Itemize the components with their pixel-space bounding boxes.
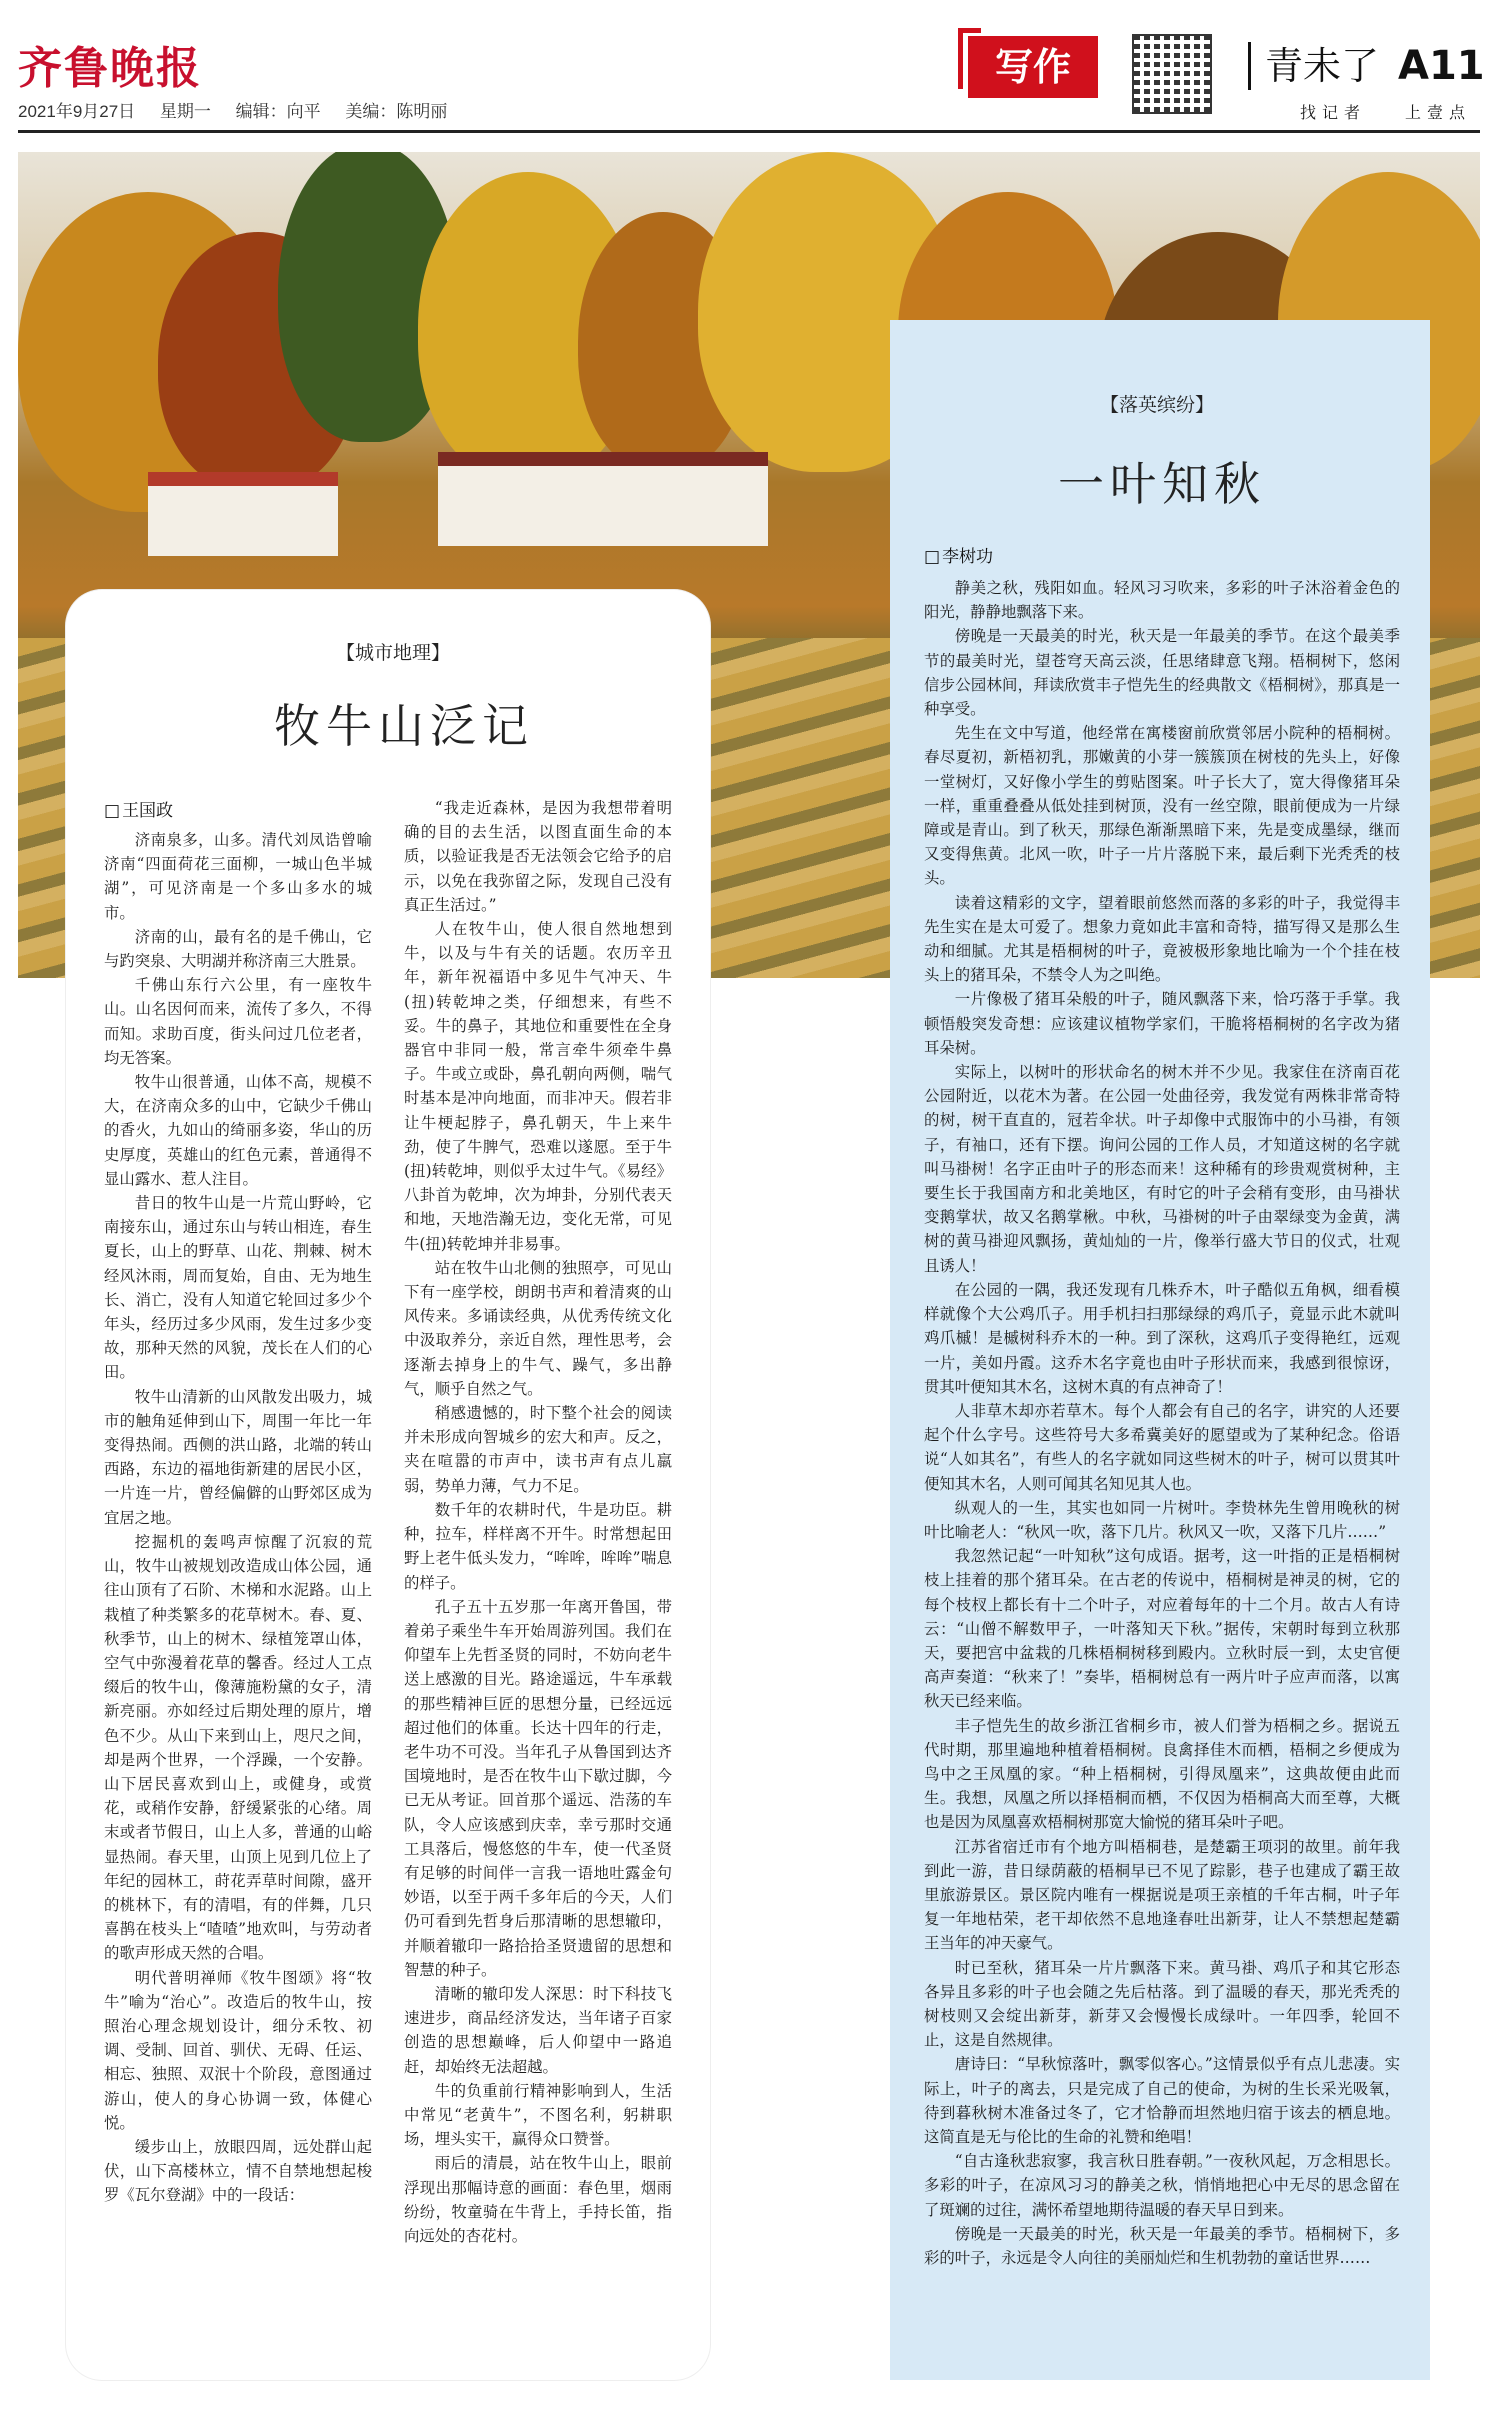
paragraph: “自古逢秋悲寂寥，我言秋日胜春朝。”一夜秋风起，万念相思长。多彩的叶子，在凉风习习的静美之秋，悄悄地把心中无尽的思念留在了斑斓的过往，满怀希望地期待温暖的春天早日到来。 — [924, 2152, 1400, 2219]
paragraph: “我走近森林，是因为我想带着明确的目的去生活，以图直面生命的本质，以验证我是否无法领会它给予的启示，以免在我弥留之际，发现自己没有真正生活过。” — [404, 799, 672, 914]
paragraph: 牧牛山很普通，山体不高，规模不大，在济南众多的山中，它缺少千佛山的香火，九如山的绮丽多姿，华山的历史厚度，英雄山的红色元素，普通得不显山露水、惹人注目。 — [104, 1073, 372, 1188]
paragraph: 清晰的辙印发人深思：时下科技飞速进步，商品经济发达，当年诸子百家创造的思想巅峰，后人仰望中一路追赶，却始终无法超越。 — [404, 1984, 672, 2076]
article-card-falling-leaves — [890, 320, 1430, 2380]
article-card-city-geography — [66, 590, 710, 2380]
paragraph: 实际上，以树叶的形状命名的树木并不少见。我家住在济南百花公园附近，以花木为著。在公园一处曲径旁，我发觉有两株非常奇特的树，树干直直的，冠若伞状。叶子却像中式服饰中的小马褂，有领子，有袖口，还有下摆。询问公园的工作人员，才知道这树的名字就叫马褂树！名字正由叶子的形态而来！这种稀有的珍贵观赏树种，主要生长于我国南方和北美地区，有时它的叶子会稍有变形，由马褂状变鹅掌状，故又名鹅掌楸。中秋，马褂树的叶子由翠绿变为金黄，满树的黄马褂迎风飘扬，黄灿灿的一片，像举行盛大节日的仪式，壮观且诱人！ — [924, 1063, 1400, 1275]
article-title: 一叶知秋 — [1058, 457, 1266, 511]
paragraph: 牛的负重前行精神影响到人，生活中常见“老黄牛”，不图名利，躬耕职场，埋头实干，赢得众口赞誉。 — [404, 2081, 672, 2149]
editor-credit: 编辑：向平 — [235, 102, 321, 121]
slogan-left: 找记者 — [1300, 105, 1367, 122]
paragraph: 在公园的一隅，我还发现有几株乔木，叶子酷似五角枫，细看模样就像个大公鸡爪子。用手机扫扫那绿绿的鸡爪子，竟显示此木就叫鸡爪槭！是槭树科乔木的一种。到了深秋，这鸡爪子变得艳红，远观一片，美如丹霞。这乔木名字竟也由叶子形状而来，我感到很惊讶，贯其叶便知其木名，这树木真的有点神奇了！ — [924, 1280, 1400, 1396]
paragraph: 雨后的清晨，站在牧牛山上，眼前浮现出那幅诗意的画面：春色里，烟雨纷纷，牧童骑在牛背上，手持长笛，指向远处的杏花村。 — [404, 2154, 672, 2245]
paragraph: 牧牛山清新的山风散发出吸力，城市的触角延伸到山下，周围一年比一年变得热闹。西侧的洪山路，北端的转山西路，东边的福地街新建的居民小区，一片连一片，曾经偏僻的山野郊区成为宜居之地。 — [104, 1387, 372, 1527]
paragraph: 人在牧牛山，使人很自然地想到牛，以及与牛有关的话题。农历辛丑年，新年祝福语中多见牛气冲天、牛(扭)转乾坤之类，仔细想来，有些不妥。牛的鼻子，其地位和重要性在全身器官中非同一般，常言牵牛须牵牛鼻子。牛或立或卧，鼻孔朝向两侧，喘气时基本是冲向地面，而非冲天。假若非让牛梗起脖子，鼻孔朝天，牛上来牛劲，使了牛脾气，恐难以遂愿。至于牛(扭)转乾坤，则似乎太过牛气。《易经》八卦首为乾坤，次为坤卦，分别代表天和地，天地浩瀚无边，变化无常，可见牛(扭)转乾坤并非易事。 — [404, 920, 672, 1253]
paragraph: 人非草木却亦若草木。每个人都会有自己的名字，讲究的人还要起个什么字号。这些符号大多希冀美好的愿望或为了某种纪念。俗语说“人如其名”，有些人的名字就如同这些树木的叶子，树可以贯其叶便知其木名，人则可闻其名知见其人也。 — [924, 1401, 1400, 1493]
paragraph: 稍感遗憾的，时下整个社会的阅读并未形成向智城乡的宏大和声。反之，夹在喧嚣的市声中，读书声有点儿羸弱，势单力薄，气力不足。 — [404, 1404, 672, 1495]
page-number: A11 — [1398, 43, 1485, 89]
paragraph: 昔日的牧牛山是一片荒山野岭，它南接东山，通过东山与转山相连，春生夏长，山上的野草、山花、荆棘、树木经风沐雨，周而复始，自由、无为地生长、消亡，没有人知道它轮回过多少个年头，经历过多少风雨，发生过多少变故，那种天然的风貌，茂长在人们的心田。 — [104, 1194, 372, 1382]
dateline — [18, 97, 467, 122]
paragraph: 明代普明禅师《牧牛图颂》将“牧牛”喻为“治心”。改造后的牧牛山，按照治心理念规划设计，细分禾牧、初调、受制、回首、驯伏、无碍、任运、相忘、独照、双泯十个阶段，意图通过游山，使人的身心协调一致，体健心悦。 — [104, 1968, 372, 2132]
qr-code-icon — [1132, 34, 1212, 114]
designer-credit: 美编：陈明丽 — [345, 102, 448, 121]
article-author: □ 王国政 — [104, 796, 173, 821]
section-tab: 写作 — [968, 36, 1098, 98]
article-title: 牧牛山泛记 — [274, 699, 534, 753]
article-body — [924, 576, 1400, 2270]
article-author: □ 李树功 — [924, 542, 993, 567]
paragraph: 读着这精彩的文字，望着眼前悠然而落的多彩的叶子，我觉得丰先生实在是太可爱了。想象力竟如此丰富和奇特，描写得又是那么生动和细腻。尤其是梧桐树的叶子，竟被极形象地比喻为一个个挂在枝头上的猪耳朵，不禁令人为之叫绝。 — [924, 893, 1400, 985]
paragraph: 纵观人的一生，其实也如同一片树叶。李贽林先生曾用晚秋的树叶比喻老人：“秋风一吹，落下几片。秋风又一吹，又落下几片……” — [924, 1498, 1400, 1541]
paragraph: 济南的山，最有名的是千佛山，它与趵突泉、大明湖并称济南三大胜景。 — [104, 927, 372, 971]
paragraph: 唐诗曰：“早秋惊落叶，飘零似客心。”这情景似乎有点儿悲凄。实际上，叶子的离去，只是完成了自己的使命，为树的生长采光吸氧，待到暮秋树木准备过冬了，它才恰静而坦然地归宿于该去的栖息地。这简直是无与伦比的生命的礼赞和绝唱！ — [924, 2055, 1400, 2146]
paragraph: 站在牧牛山北侧的独照亭，可见山下有一座学校，朗朗书声和着清爽的山风传来。多诵读经典，从优秀传统文化中汲取养分，亲近自然，理性思考，会逐渐去掉身上的牛气、躁气，多出静气，顺乎自然之气。 — [404, 1258, 672, 1398]
paragraph: 我忽然记起“一叶知秋”这句成语。据考，这一叶指的正是梧桐树枝上挂着的那个猪耳朵。在古老的传说中，梧桐树是神灵的树，它的每个枝杈上都长有十二个叶子，对应着每年的十二个月。故古人有诗云：“山僧不解数甲子，一叶落知天下秋。”据传，宋朝时每到立秋那天，要把宫中盆栽的几株梧桐树移到殿内。立秋时辰一到，太史官便高声奏道：“秋来了！”奏毕，梧桐树总有一两片叶子应声而落，以寓秋天已经来临。 — [924, 1547, 1400, 1711]
paragraph: 江苏省宿迁市有个地方叫梧桐巷，是楚霸王项羽的故里。前年我到此一游，昔日绿荫蔽的梧桐早已不见了踪影，巷子也建成了霸王故里旅游景区。景区院内唯有一棵据说是项王亲植的千年古桐，叶子年复一年地枯荣，老干却依然不息地逢春吐出新芽，让人不禁想起楚霸王当年的冲天豪气。 — [924, 1837, 1400, 1953]
paragraph: 挖掘机的轰鸣声惊醒了沉寂的荒山，牧牛山被规划改造成山体公园，通往山顶有了石阶、木梯和水泥路。山上栽植了种类繁多的花草树木。春、夏、秋季节，山上的树木、绿植笼罩山体，空气中弥漫着花草的馨香。经过人工点缀后的牧牛山，像薄施粉黛的女子，清新亮丽。亦如经过后期处理的原片，增色不少。从山下来到山上，咫尺之间，却是两个世界，一个浮躁，一个安静。山下居民喜欢到山上，或健身，或赏花，或稍作安静，舒缓紧张的心绪。周末或者节假日，山上人多，普通的山峪显热闹。春天里，山顶上见到几位上了年纪的园林工，莳花弄草时间隙，盛开的桃林下，有的清唱，有的伴舞，几只喜鹊在枝头上“喳喳”地欢叫，与劳动者的歌声形成天然的合唱。 — [104, 1532, 372, 1963]
slogan-right: 上壹点 — [1405, 105, 1472, 122]
paragraph: 丰子恺先生的故乡浙江省桐乡市，被人们誉为梧桐之乡。据说五代时期，那里遍地种植着梧桐树。良禽择佳木而栖，梧桐之乡便成为鸟中之王凤凰的家。“种上梧桐树，引得凤凰来”，这典故便由此而生。我想，凤凰之所以择梧桐而栖，不仅因为梧桐高大而至尊，大概也是因为凤凰喜欢梧桐树那宽大愉悦的猪耳朵叶子吧。 — [924, 1716, 1400, 1832]
article-body-column-2 — [404, 796, 672, 2248]
paragraph: 傍晚是一天最美的时光，秋天是一年最美的季节。梧桐树下，多彩的叶子，永远是令人向往的美丽灿烂和生机勃勃的童话世界…… — [924, 2224, 1400, 2268]
paragraph: 济南泉多，山多。清代刘凤诰曾喻济南“四面荷花三面柳，一城山色半城湖”，可见济南是一个多山多水的城市。 — [104, 831, 372, 922]
article-body-column-1 — [104, 828, 372, 2208]
page-name: 青未了 — [1248, 42, 1379, 90]
column-tag: 【落英缤纷】 — [1100, 394, 1215, 416]
paragraph: 静美之秋，残阳如血。轻风习习吹来，多彩的叶子沐浴着金色的阳光，静静地飘落下来。 — [924, 579, 1400, 622]
masthead-rule — [18, 130, 1480, 133]
newspaper-logo: 齐鲁晚报 — [18, 43, 202, 94]
paragraph: 一片像极了猪耳朵般的叶子，随风飘落下来，恰巧落于手掌。我顿悟般突发奇想：应该建议植物学家们，干脆将梧桐树的名字改为猪耳朵树。 — [924, 990, 1400, 1057]
paragraph: 数千年的农耕时代，牛是功臣。耕种，拉车，样样离不开牛。时常想起田野上老牛低头发力，“哞哞，哞哞”喘息的样子。 — [404, 1500, 672, 1592]
paragraph: 傍晚是一天最美的时光，秋天是一年最美的季节。在这个最美季节的最美时光，望苍穹天高云淡，任思绪肆意飞翔。梧桐树下，悠闲信步公园林间，拜读欣赏丰子恺先生的经典散文《梧桐树》，那真是一种享受。 — [924, 627, 1400, 719]
paragraph: 缓步山上，放眼四周，远处群山起伏，山下高楼林立，情不自禁地想起梭罗《瓦尔登湖》中的一段话： — [104, 2137, 372, 2205]
paragraph: 先生在文中写道，他经常在寓楼窗前欣赏邻居小院种的梧桐树。春尽夏初，新梧初乳，那嫩黄的小芽一簇簇顶在树枝的先头上，好像一堂树灯，又好像小学生的剪贴图案。叶子长大了，宽大得像猪耳朵一样，重重叠叠从低处挂到树顶，没有一丝空隙，眼前便成为一片绿障或是青山。到了秋天，那绿色渐渐黑暗下来，先是变成墨绿，继而又变得焦黄。北风一吹，叶子一片片落脱下来，最后剩下光秃秃的枝头。 — [924, 724, 1400, 888]
issue-weekday: 星期一 — [159, 102, 211, 121]
masthead — [0, 0, 1500, 140]
paragraph: 孔子五十五岁那一年离开鲁国，带着弟子乘坐牛车开始周游列国。我们在仰望车上先哲圣贤的同时，不妨向老牛送上感激的目光。路途遥远，牛车承载的那些精神巨匠的思想分量，已经远远超过他们的体重。长达十四年的行走，老牛功不可没。当年孔子从鲁国到达齐国境地时，是否在牧牛山下歇过脚，今已无从考证。回首那个遥远、浩荡的车队，令人应该感到庆幸，幸亏那时交通工具落后，慢悠悠的牛车，使一代圣贤有足够的时间伴一言我一语地吐露金句妙语，以至于两千多年后的今天，人们仍可看到先哲身后那清晰的思想辙印，并顺着辙印一路拾拾圣贤遗留的思想和智慧的种子。 — [404, 1597, 672, 1979]
column-tag: 【城市地理】 — [336, 642, 451, 664]
issue-date: 2021年9月27日 — [18, 102, 136, 121]
paragraph: 千佛山东行六公里，有一座牧牛山。山名因何而来，流传了多久，不得而知。求助百度，街头问过几位老者，均无答案。 — [104, 976, 372, 1067]
paragraph: 时已至秋，猪耳朵一片片飘落下来。黄马褂、鸡爪子和其它形态各异且多彩的叶子也会随之先后枯落。到了温暖的春天，那光秃秃的树枝则又会绽出新芽，新芽又会慢慢长成绿叶。一年四季，轮回不止，这是自然规律。 — [924, 1958, 1400, 2050]
